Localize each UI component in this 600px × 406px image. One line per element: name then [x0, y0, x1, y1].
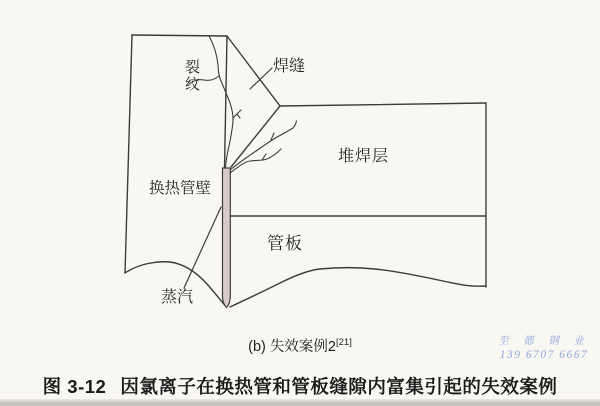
steam-leader-line: [184, 207, 221, 288]
tube-strip: [223, 168, 231, 308]
crack-main: [209, 36, 233, 168]
figure-caption-title: 因氯离子在换热管和管板缝隙内富集引起的失效案例: [120, 376, 558, 397]
watermark-company: 至 德 钢 业: [498, 336, 590, 347]
crack-label: 裂纹: [184, 60, 200, 93]
tube-wall-right-edge: [225, 36, 228, 168]
weld-seam-label: 焊缝: [273, 58, 306, 75]
subcaption-text: (b) 失效案例2: [248, 339, 336, 355]
tube-wall-label: 换热管壁: [149, 180, 212, 197]
tube-wall-top-edge: [132, 35, 227, 36]
subcaption-reference: [21]: [335, 337, 352, 349]
crack-branch-upper-right: [230, 121, 297, 170]
figure-caption-number: 图 3-12: [42, 376, 107, 397]
overlay-top-edge: [280, 103, 486, 106]
tube-sheet-label: 管板: [267, 234, 303, 253]
crack-branch-right: [230, 149, 281, 173]
watermark-phone: 139 6707 6667: [499, 349, 589, 361]
steam-label: 蒸汽: [161, 289, 194, 306]
crack-twig-y-tick: [237, 114, 240, 118]
tube-wall-left-edge: [125, 35, 132, 273]
overlay-layer-label: 堆焊层: [338, 148, 390, 165]
watermark: [496, 333, 592, 361]
page-edge-shadow: [0, 399, 600, 406]
tube-sheet-bottom-curve: [230, 268, 486, 308]
figure-caption: [0, 373, 600, 399]
